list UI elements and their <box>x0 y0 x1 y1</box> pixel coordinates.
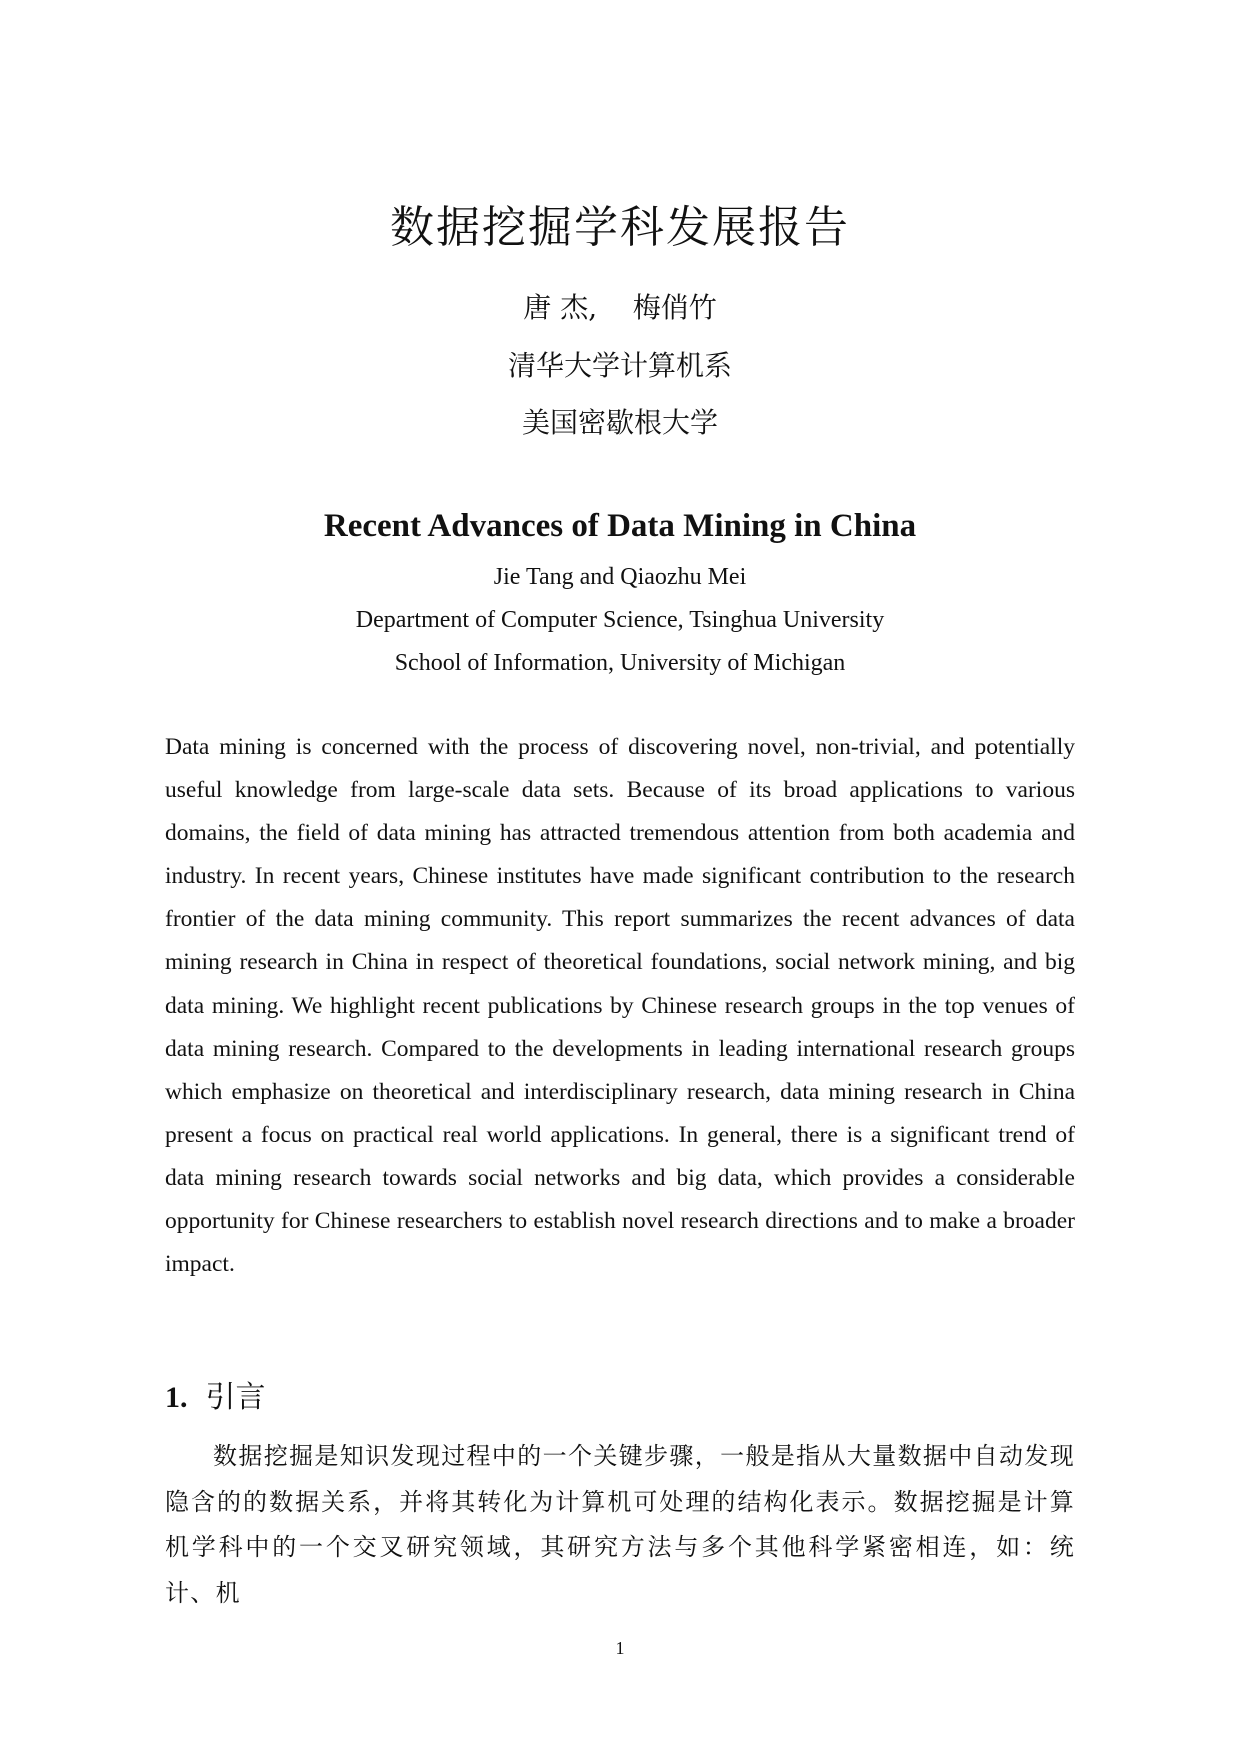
abstract-paragraph: Data mining is concerned with the process of discovering novel, non-trivial, and potentially useful knowledge from large-scale data sets. Because of its broad applications to various domains, the field of data mining has attracted tremendous attention from both academia and industry. In recent years, Chinese institutes have made significant contribution to the research frontier of the data mining community. This report summarizes the recent advances of data mining research in China in respect of theoretical foundations, social network mining, and big data mining. We highlight recent publications by Chinese research groups in the top venues of data mining research. Compared to the developments in leading international research groups which emphasize on theoretical and interdisciplinary research, data mining research in China present a focus on practical real world applications. In general, there is a significant trend of data mining research towards social networks and big data, which provides a considerable opportunity for Chinese researchers to establish novel research directions and to make a broader impact. <box>165 734 1075 1278</box>
english-title: Recent Advances of Data Mining in China <box>323 508 917 544</box>
chinese-authors: 唐 杰, 梅俏竹 <box>523 291 717 324</box>
section-number: 1. <box>165 1381 188 1414</box>
chinese-affiliation-michigan: 美国密歇根大学 <box>521 406 718 439</box>
section-title: 引言 <box>205 1380 266 1415</box>
introduction-paragraph: 数据挖掘是知识发现过程中的一个关键步骤，一般是指从大量数据中自动发现隐含的的数据关系，并将其转化为计算机可处理的结构化表示。数据挖掘是计算机学科中的一个交叉研究领域，其研究方法与多个其他科学紧密相连，如：统计、机 <box>165 1442 1075 1607</box>
chinese-affiliation-tsinghua: 清华大学计算机系 <box>507 349 732 382</box>
english-affiliation-michigan: School of Information, University of Michigan <box>394 650 846 676</box>
english-authors: Jie Tang and Qiaozhu Mei <box>493 564 747 590</box>
chinese-title: 数据挖掘学科发展报告 <box>390 202 850 253</box>
page-number: 1 <box>615 1638 625 1658</box>
section-heading-introduction <box>165 1376 266 1420</box>
english-affiliation-tsinghua: Department of Computer Science, Tsinghua University <box>355 607 885 633</box>
